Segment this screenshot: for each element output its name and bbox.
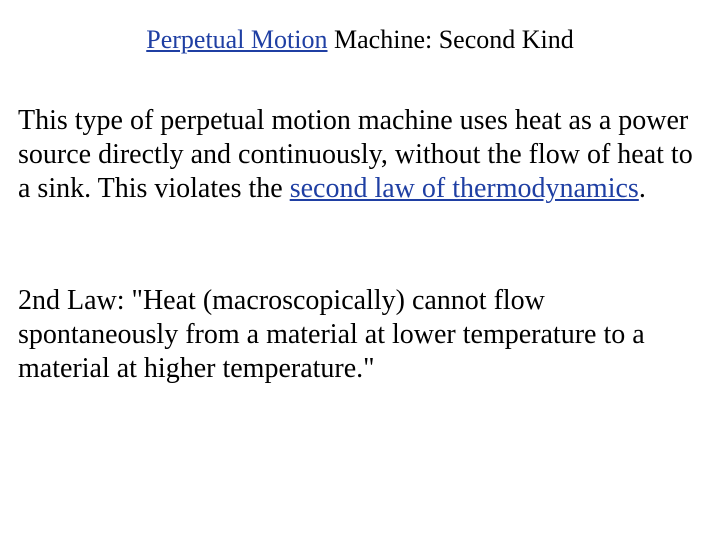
perpetual-motion-link[interactable]: Perpetual Motion — [146, 25, 328, 54]
description-period: . — [638, 173, 646, 204]
second-kind-description — [18, 104, 708, 206]
slide-title-rest: Machine: Second Kind — [327, 25, 574, 54]
second-law-link[interactable]: second law of thermodynamics — [289, 173, 639, 204]
slide-title — [0, 24, 720, 56]
second-law-statement — [18, 284, 708, 386]
second-law-text: 2nd Law: "Heat (macroscopically) cannot flow spontaneously from a material at lower temperature to a material at higher temperature." — [18, 285, 645, 384]
description-text: This type of perpetual motion machine uses heat as a power source directly and continuously, without the flow of heat to a sink. This violates the — [18, 105, 693, 204]
